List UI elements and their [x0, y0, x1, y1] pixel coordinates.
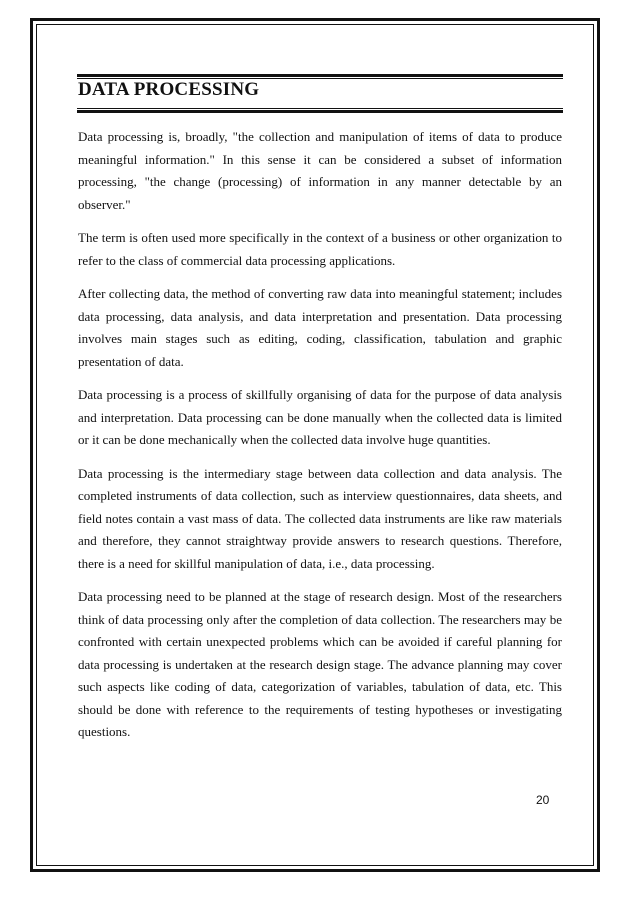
paragraph-3: After collecting data, the method of converting raw data into meaningful statement; includes data processing, data analysis, and data interpretation and presentation. Data processing involves main stages such as editing, coding, classification, tabulation and graphic presentation of data. [78, 286, 562, 369]
page-title: DATA PROCESSING [78, 79, 260, 100]
paragraph-6: Data processing need to be planned at the stage of research design. Most of the researchers think of data processing only after the completion of data collection. The researchers may be confronted with certain unexpected problems which can be avoided if careful planning for data processing is undertaken at the research design stage. The advance planning may cover such aspects like coding of data, categorization of variables, tabulation of data, etc. This should be done with reference to the requirements of testing hypotheses or investigating questions. [78, 589, 562, 739]
paragraph-1: Data processing is, broadly, "the collection and manipulation of items of data to produce meaningful information." In this sense it can be considered a subset of information processing, "the change (processing) of information in any manner detectable by an observer." [78, 129, 562, 212]
page-number: 20 [536, 793, 550, 807]
paragraph-5: Data processing is the intermediary stage between data collection and data analysis. The completed instruments of data collection, such as interview questionnaires, data sheets, and field notes contain a vast mass of data. The collected data instruments are like raw materials and therefore, they cannot straightway provide answers to research questions. Therefore, there is a need for skillful manipulation of data, i.e., data processing. [78, 465, 562, 571]
title-rule-bottom [77, 110, 563, 113]
paragraph-4: Data processing is a process of skillfully organising of data for the purpose of data analysis and interpretation. Data processing can be done manually when the collected data is limited or it can be done mechanically when the collected data involve huge quantities. [78, 387, 562, 447]
title-rule-bottom-thin [77, 108, 563, 109]
paragraph-2: The term is often used more specifically in the context of a business or other organization to refer to the class of commercial data processing applications. [78, 230, 562, 268]
title-rule-top [77, 74, 563, 77]
body-text [78, 126, 562, 755]
